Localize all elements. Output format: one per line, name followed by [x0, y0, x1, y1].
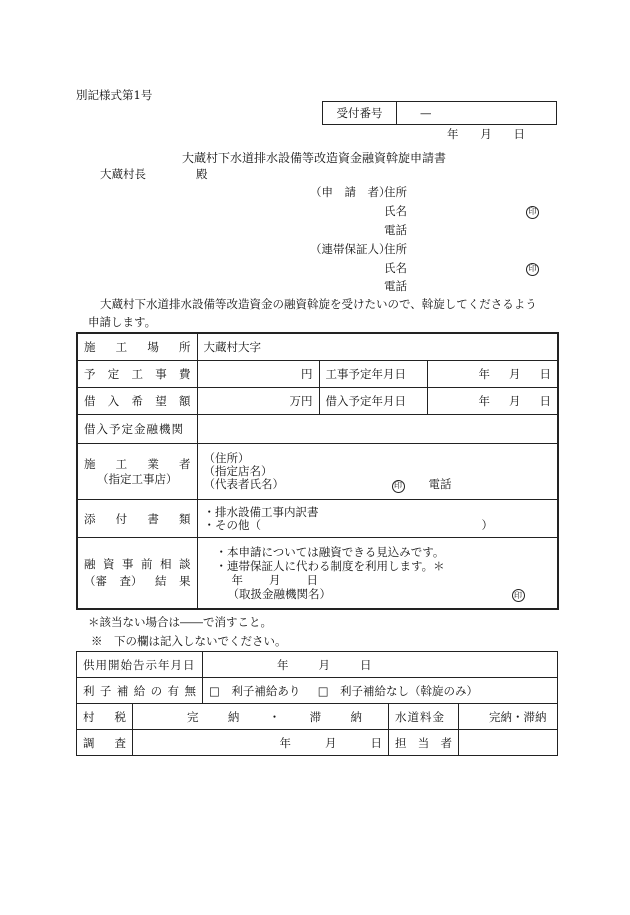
guarantor-name-label: 氏名 — [384, 261, 407, 275]
receipt-number-value[interactable]: — — [420, 106, 432, 120]
village-tax-status[interactable]: 完 納 ・ 滞 納 — [133, 704, 389, 730]
addressee-name: 大蔵村長 — [100, 167, 146, 181]
guarantor-address-label: 住所 — [384, 242, 407, 256]
application-date — [447, 126, 525, 142]
loan-date-label: 借入予定年月日 — [319, 388, 427, 415]
construction-cost-label: 予 定 工 事 費 — [77, 361, 197, 388]
receipt-number-box — [322, 101, 557, 125]
document-title: 大蔵村下水道排水設備等改造資金融資斡旋申請書 — [182, 151, 447, 165]
request-text-line1: 大蔵村下水道排水設備等改造資金の融資斡旋を受けたいので、斡旋してくださるよう — [100, 297, 537, 311]
water-fee-status[interactable]: 完 納 ・ 滞 納 — [459, 704, 558, 730]
loan-date-value[interactable]: 年 月 日 — [427, 388, 558, 415]
subsidy-yes-checkbox[interactable]: □ 利子補給あり — [209, 683, 301, 698]
row-loan-amount — [77, 388, 558, 415]
consult-line-guarantor: ・連帯保証人に代わる制度を利用します。＊ — [215, 558, 445, 573]
interest-subsidy-label: 利 子 補 給 の 有 無 — [77, 678, 203, 704]
application-table — [76, 332, 559, 610]
contractor-seal-icon: 印 — [392, 478, 405, 493]
attachments-value[interactable]: ・排水設備工事内訳書 ・その他（ ） — [197, 500, 558, 538]
construction-cost-value[interactable]: 円 — [197, 361, 319, 388]
contractor-label: 施 工 業 者 （指定工事店） — [77, 444, 197, 500]
subsidy-no-checkbox[interactable]: □ 利子補給なし（斡旋のみ） — [317, 683, 479, 698]
survey-date-value[interactable]: 年 月 日 — [133, 730, 389, 756]
date-year: 年 — [447, 127, 459, 141]
applicant-seal-icon: 印 — [526, 203, 539, 219]
loan-amount-value[interactable]: 万円 — [197, 388, 319, 415]
row-interest-subsidy — [77, 678, 558, 704]
attachment-item-breakdown: ・排水設備工事内訳書 — [203, 504, 319, 519]
row-construction-cost — [77, 361, 558, 388]
interest-subsidy-options — [203, 678, 558, 704]
applicant-label: （申 請 者） — [310, 185, 391, 199]
row-construction-site — [77, 333, 558, 361]
construction-site-label: 施 工 場 所 — [77, 333, 197, 361]
consultation-value[interactable]: ・本申請については融資できる見込みです。 ・連帯保証人に代わる制度を利用します。＊ 年 月 日 （取扱金融機関名） 印 — [197, 538, 558, 609]
attachment-item-other: ・その他（ — [203, 517, 261, 532]
row-lending-bank — [77, 415, 558, 444]
contractor-value[interactable] — [197, 444, 558, 500]
lending-bank-value[interactable] — [197, 415, 558, 444]
note-office-use: ※ 下の欄は記入しないでください。 — [91, 634, 287, 648]
attachments-label: 添 付 書 類 — [77, 500, 197, 538]
person-in-charge-value[interactable] — [459, 730, 558, 756]
consult-seal-icon: 印 — [512, 587, 525, 603]
contractor-phone-label: 電話 — [428, 477, 452, 491]
loan-amount-label: 借 入 希 望 額 — [77, 388, 197, 415]
consult-bank-name-label: （取扱金融機関名） — [227, 586, 331, 601]
person-in-charge-label: 担 当 者 — [389, 730, 459, 756]
applicant-address-label: 住所 — [384, 185, 407, 199]
request-text-line2: 申請します。 — [88, 315, 157, 329]
lending-bank-label: 借入予定金融機関 — [77, 415, 197, 444]
construction-site-value[interactable]: 大蔵村大字 — [197, 333, 558, 361]
row-tax — [77, 704, 558, 730]
construction-date-label: 工事予定年月日 — [319, 361, 427, 388]
construction-date-value[interactable]: 年 月 日 — [427, 361, 558, 388]
note-strike: ＊該当ない場合は――で消すこと。 — [88, 615, 272, 629]
applicant-phone-label: 電話 — [384, 223, 407, 237]
contractor-rep-label: （代表者氏名） — [203, 477, 284, 491]
row-survey — [77, 730, 558, 756]
row-start-date — [77, 652, 558, 678]
village-tax-label: 村 税 — [77, 704, 133, 730]
applicant-name-label: 氏名 — [384, 204, 407, 218]
date-day: 日 — [513, 127, 525, 141]
water-fee-label: 水道料金 — [389, 704, 459, 730]
row-attachments — [77, 500, 558, 538]
addressee-honorific: 殿 — [196, 167, 208, 181]
row-consultation — [77, 538, 558, 609]
guarantor-seal-icon: 印 — [526, 260, 539, 276]
consult-line-approval: ・本申請については融資できる見込みです。 — [215, 544, 445, 559]
consultation-label: 融 資 事 前 相 談 （審 査） 結 果 — [77, 538, 197, 609]
row-contractor — [77, 444, 558, 500]
office-use-table — [76, 651, 558, 756]
guarantor-label: （連帯保証人） — [310, 242, 391, 256]
guarantor-phone-label: 電話 — [384, 279, 407, 293]
contractor-store-label: （指定店名） — [203, 464, 273, 478]
date-month: 月 — [480, 127, 492, 141]
receipt-number-label: 受付番号 — [323, 102, 397, 124]
survey-label: 調 査 — [77, 730, 133, 756]
start-date-label: 供用開始告示年月日 — [77, 652, 203, 678]
start-date-value[interactable]: 年 月 日 — [203, 652, 558, 678]
form-number: 別記様式第1号 — [76, 88, 153, 102]
contractor-address-label: （住所） — [203, 451, 250, 465]
